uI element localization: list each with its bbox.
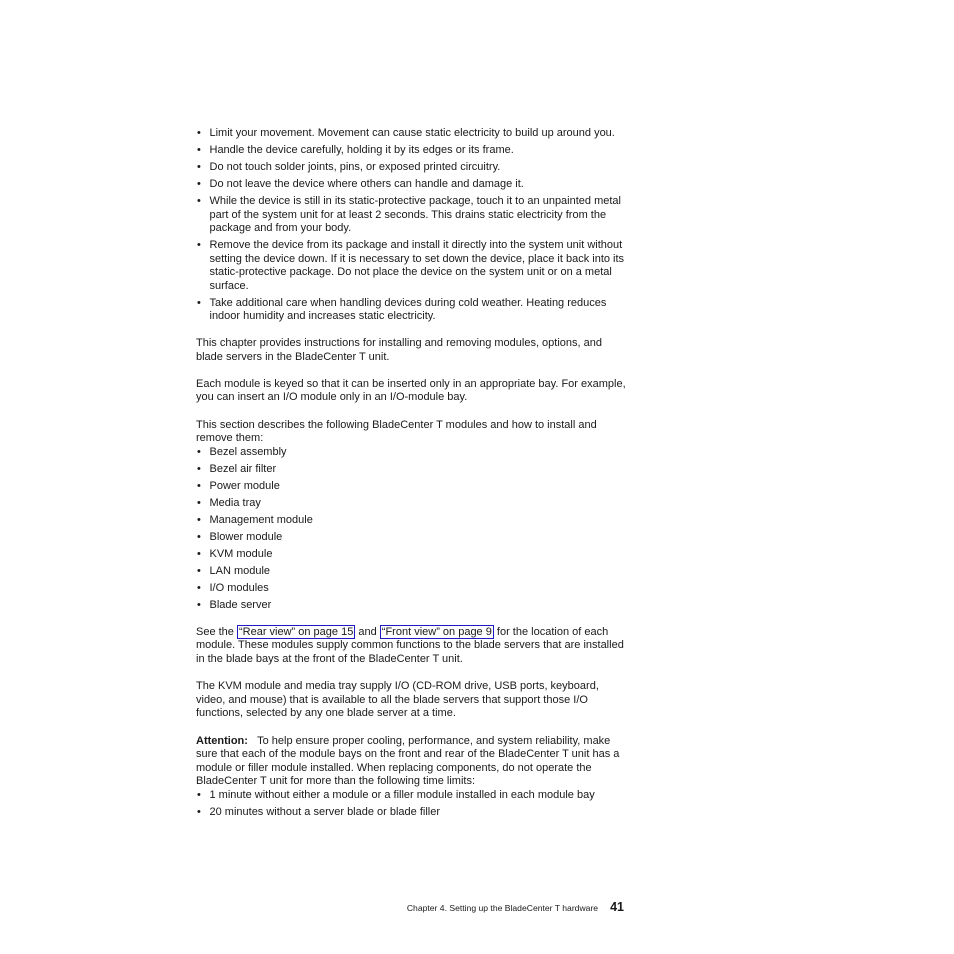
attention-label: Attention: bbox=[196, 734, 248, 747]
list-item: • Do not leave the device where others can handle and damage it. bbox=[196, 178, 628, 192]
location-reference-paragraph bbox=[196, 626, 628, 667]
chapter-intro-paragraph: This chapter provides instructions for installing and removing modules, options, and blade servers in the BladeCenter T unit. bbox=[196, 337, 602, 363]
list-item: • Remove the device from its package and install it directly into the system unit without setting the device down. If it is necessary to set down the device, place it back into its static-protective package. Do not place the device on the system unit or on a metal surface. bbox=[196, 239, 628, 293]
text-run: See the bbox=[196, 625, 237, 638]
attention-paragraph bbox=[196, 735, 628, 789]
list-item: • Power module bbox=[196, 480, 628, 494]
rear-view-link[interactable]: “Rear view” on page 15 bbox=[238, 625, 354, 638]
list-item: • I/O modules bbox=[196, 582, 628, 596]
list-item: • 20 minutes without a server blade or blade filler bbox=[196, 806, 628, 820]
time-limits-list bbox=[196, 789, 628, 820]
handling-precautions-list bbox=[196, 127, 628, 324]
module-list bbox=[196, 446, 628, 612]
page-number: 41 bbox=[610, 900, 624, 914]
list-item: • 1 minute without either a module or a filler module installed in each module bay bbox=[196, 789, 628, 803]
footer-chapter-title: Chapter 4. Setting up the BladeCenter T hardware bbox=[406, 903, 599, 913]
attention-text: To help ensure proper cooling, performance, and system reliability, make sure that each of the module bays on the front and rear of the BladeCenter T unit has a module or filler module installed. When replacing components, do not operate the BladeCenter T unit for more than the following time limits: bbox=[196, 734, 620, 788]
body-column bbox=[196, 127, 628, 823]
list-item: • Blower module bbox=[196, 531, 628, 545]
list-item: • Bezel assembly bbox=[196, 446, 628, 460]
list-item: • While the device is still in its static-protective package, touch it to an unpainted metal part of the system unit for at least 2 seconds. This drains static electricity from the package and from your body. bbox=[196, 195, 628, 236]
front-view-link[interactable]: “Front view” on page 9 bbox=[381, 625, 492, 638]
list-item: • Media tray bbox=[196, 497, 628, 511]
list-item: • Take additional care when handling devices during cold weather. Heating reduces indoor humidity and increases static electricity. bbox=[196, 297, 628, 324]
text-run: for the location of each module. These modules supply common functions to the blade servers that are installed in the blade bays at the front of the BladeCenter T unit. bbox=[196, 625, 624, 666]
list-item: • Blade server bbox=[196, 599, 628, 613]
list-item: • Management module bbox=[196, 514, 628, 528]
list-item: • Handle the device carefully, holding it by its edges or its frame. bbox=[196, 144, 628, 158]
text-run: and bbox=[355, 625, 380, 638]
list-item: • Do not touch solder joints, pins, or exposed printed circuitry. bbox=[196, 161, 628, 175]
section-intro-paragraph: This section describes the following BladeCenter T modules and how to install and remove them: bbox=[196, 418, 597, 445]
kvm-paragraph: The KVM module and media tray supply I/O (CD-ROM drive, USB ports, keyboard, video, and mouse) that is available to all the blade servers that support those I/O functions, selected by any one blade server at a time. bbox=[196, 680, 599, 720]
list-item: • Bezel air filter bbox=[196, 463, 628, 477]
list-item: • KVM module bbox=[196, 548, 628, 562]
list-item: • Limit your movement. Movement can cause static electricity to build up around you. bbox=[196, 127, 628, 141]
list-item: • LAN module bbox=[196, 565, 628, 579]
module-keyed-paragraph: Each module is keyed so that it can be inserted only in an appropriate bay. For example, you can insert an I/O module only in an I/O-module bay. bbox=[196, 377, 626, 404]
page-footer bbox=[407, 900, 624, 914]
